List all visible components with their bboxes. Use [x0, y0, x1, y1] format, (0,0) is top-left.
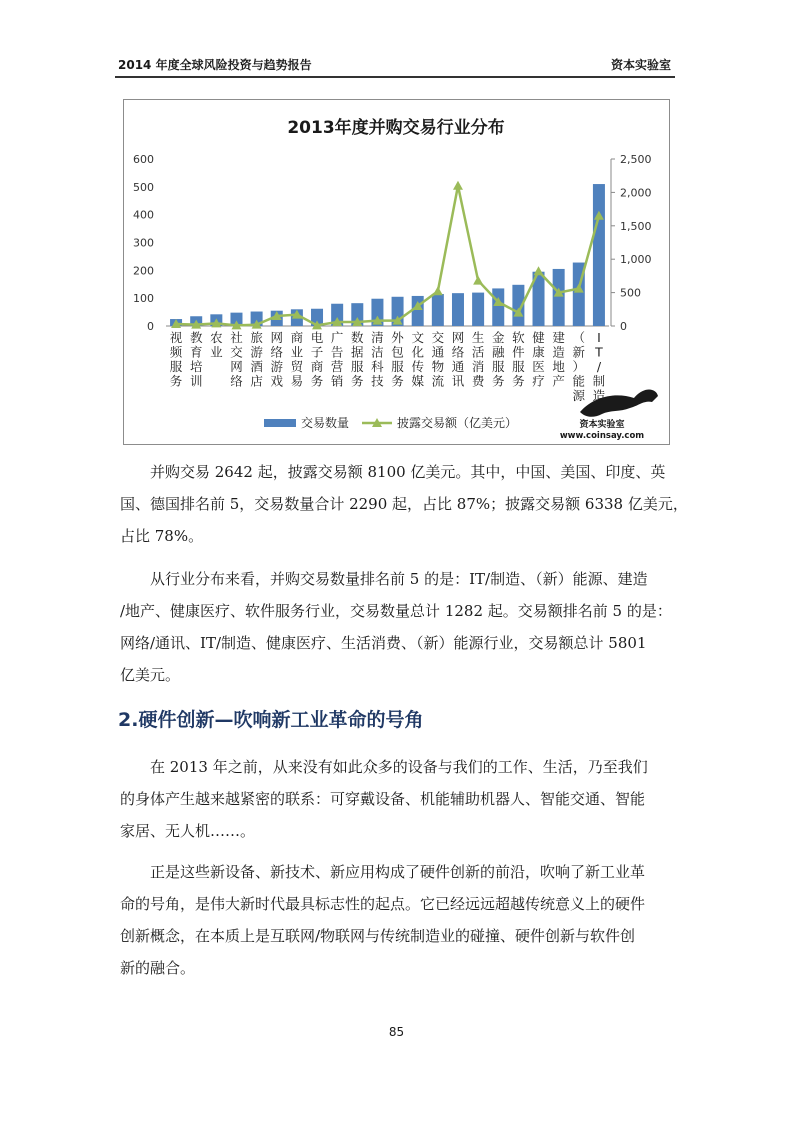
- x-category-label: 外包服务: [391, 330, 404, 389]
- x-category-label: 旅游酒店: [250, 330, 263, 389]
- y-right-tick-label: 2,500: [620, 153, 652, 166]
- y-right-tick-label: 2,000: [620, 186, 652, 200]
- text-line: 占比 78%。: [120, 527, 204, 545]
- x-category-label: 商业贸易: [290, 330, 304, 389]
- legend-bar-label: 交易数量: [301, 416, 350, 430]
- y-right-tick-label: 1,500: [620, 219, 652, 233]
- bar: [472, 293, 484, 326]
- x-category-label: 农业: [210, 330, 223, 360]
- x-category-label: 交通物流: [431, 330, 445, 389]
- y-right-tick-label: 0: [620, 320, 627, 333]
- y-left-tick-label: 100: [133, 292, 154, 306]
- line-point: [473, 276, 483, 285]
- svg-text:www.coinsay.com: www.coinsay.com: [559, 431, 645, 441]
- x-category-label: 教育培训: [189, 330, 203, 389]
- text-line: 并购交易 2642 起，披露交易额 8100 亿美元。其中，中国、美国、印度、英: [150, 463, 666, 481]
- x-category-label: 文化传媒: [411, 330, 424, 389]
- x-category-label: 社交网络: [230, 330, 243, 389]
- text-line: 国、德国排名前 5，交易数量合计 2290 起，占比 87%；披露交易额 6338 亿美元，: [120, 495, 688, 513]
- header-divider: [115, 76, 675, 78]
- chart-container: [123, 99, 670, 445]
- paragraph-2: [120, 563, 676, 691]
- text-line: 的身体产生越来越紧密的联系：可穿戴设备、机能辅助机器人、智能交通、智能: [120, 790, 646, 808]
- text-line: 新的融合。: [120, 959, 196, 977]
- page-number: 85: [388, 1025, 405, 1039]
- header-publisher: 资本实验室: [610, 58, 671, 72]
- y-left-tick-label: 500: [133, 180, 154, 194]
- svg-text:资本实验室: 资本实验室: [579, 420, 625, 430]
- text-line: 正是这些新设备、新技术、新应用构成了硬件创新的前沿，吹响了新工业革: [150, 863, 646, 881]
- x-category-label: 建造地产: [552, 330, 565, 389]
- chart-title: 2013年度并购交易行业分布: [287, 118, 505, 138]
- x-category-label: 健康医疗: [532, 330, 545, 389]
- paragraph-1: [120, 456, 688, 552]
- paragraph-3: [120, 751, 676, 847]
- bar: [412, 296, 424, 326]
- header-report-title: 2014 年度全球风险投资与趋势报告: [118, 58, 312, 72]
- y-left-tick-label: 0: [147, 320, 154, 333]
- x-category-label: I T /制造: [592, 330, 606, 403]
- y-right-tick-label: 500: [620, 286, 641, 300]
- text-line: 家居、无人机……。: [120, 822, 256, 840]
- bar-line-chart: [124, 100, 669, 444]
- bar: [553, 269, 565, 326]
- y-left-tick-label: 200: [133, 264, 154, 278]
- text-line: 创新概念，在本质上是互联网/物联网与传统制造业的碰撞、硬件创新与软件创: [120, 927, 636, 945]
- text-line: 亿美元。: [120, 666, 181, 684]
- x-category-label: 广告营销: [330, 330, 344, 389]
- bar: [593, 184, 605, 326]
- bar: [432, 294, 444, 326]
- line-point: [453, 181, 463, 190]
- y-left-tick-label: 300: [133, 236, 154, 250]
- section-heading: 2.硬件创新—吹响新工业革命的号角: [118, 709, 424, 731]
- legend-line-label: 披露交易额（亿美元）: [397, 416, 518, 430]
- x-category-label: 电子商务: [310, 330, 324, 389]
- x-category-label: 金融服务: [491, 330, 505, 389]
- text-line: 从行业分布来看，并购交易数量排名前 5 的是：IT/制造、（新）能源、建造: [150, 570, 648, 588]
- x-category-label: 清洁科技: [371, 330, 384, 389]
- x-category-label: 数据服务: [351, 330, 364, 389]
- x-category-label: 视频服务: [169, 330, 183, 389]
- x-category-label: （新）能源: [572, 330, 586, 403]
- bar: [452, 293, 464, 326]
- text-line: /地产、健康医疗、软件服务行业，交易数量总计 1282 起。交易额排名前 5 的是：: [120, 602, 672, 620]
- text-line: 在 2013 年之前，从来没有如此众多的设备与我们的工作、生活，乃至我们: [150, 758, 648, 776]
- paragraph-4: [120, 856, 676, 984]
- text-line: 网络/通讯、IT/制造、健康医疗、生活消费、（新）能源行业，交易额总计 5801: [120, 634, 647, 652]
- y-left-tick-label: 400: [133, 208, 154, 222]
- text-line: 命的号角，是伟大新时代最具标志性的起点。它已经远远超越传统意义上的硬件: [120, 895, 646, 913]
- line-point: [433, 286, 443, 295]
- y-left-tick-label: 600: [133, 153, 154, 166]
- y-right-tick-label: 1,000: [620, 253, 652, 267]
- x-category-label: 网络游戏: [270, 330, 284, 389]
- line-point: [534, 266, 544, 275]
- bar: [492, 288, 504, 326]
- x-category-label: 软件服务: [512, 330, 525, 389]
- x-category-label: 生活消费: [471, 330, 485, 389]
- x-category-label: 网络通讯: [451, 330, 465, 389]
- legend-bar-swatch: [264, 419, 296, 427]
